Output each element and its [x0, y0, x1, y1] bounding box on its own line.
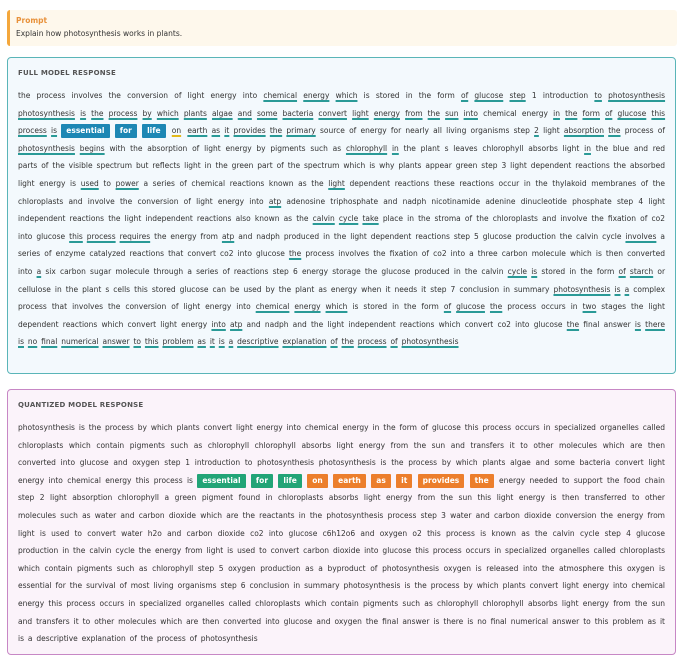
- underlined-token: descriptive: [237, 337, 279, 347]
- underlined-token: of: [460, 91, 469, 100]
- underlined-token: atp: [221, 231, 235, 241]
- underlined-token: is: [614, 284, 621, 294]
- underlined-token: earth: [187, 126, 208, 136]
- underlined-token: in: [553, 108, 560, 118]
- underlined-token: which: [156, 108, 179, 118]
- underlined-token: into: [211, 319, 226, 329]
- underlined-token: a: [624, 284, 630, 294]
- prompt-box: [7, 10, 677, 46]
- underlined-token: involves: [625, 231, 657, 241]
- underlined-token: of: [618, 266, 626, 276]
- underlined-token: light: [352, 108, 369, 118]
- underlined-token: primary: [286, 126, 316, 136]
- underlined-token: photosynthesis: [18, 108, 75, 118]
- underlined-token: process: [86, 231, 116, 241]
- underlined-token: bacteria: [282, 108, 314, 118]
- underlined-token: in: [584, 143, 591, 153]
- underlined-token: of: [390, 337, 398, 347]
- underlined-token: provides: [233, 126, 266, 136]
- underlined-token: the: [489, 302, 503, 312]
- token-highlight-blue: life: [142, 124, 166, 138]
- text-run: is stored in the form: [352, 302, 439, 312]
- text-run: light: [543, 126, 560, 136]
- underlined-token: the: [341, 337, 354, 347]
- underlined-token: calvin: [312, 214, 335, 224]
- underlined-token: in: [391, 143, 399, 153]
- text-run: place in the stroma of the chloroplasts and involve the fixation of co2 into glucose: [18, 214, 665, 241]
- text-run: process involves the fixation of co2 into a three carbon molecule which is then converted into: [18, 249, 665, 276]
- underlined-token: the: [269, 126, 283, 136]
- underlined-token: atp: [268, 196, 282, 206]
- underlined-token: into: [463, 108, 478, 118]
- full-response-title: FULL MODEL RESPONSE: [18, 69, 117, 77]
- quantized-response-text: [18, 419, 665, 648]
- underlined-token: cycle: [507, 266, 528, 276]
- text-run: and nadph produced in the light dependent reactions step 5 glucose production the calvin cycle: [238, 231, 622, 241]
- text-run: stages the light dependent reactions which convert light energy: [18, 302, 665, 329]
- text-run: adenosine triphosphate and nadph nicotinamide adenine dinucleotide phosphate step 4 light independent reactions the light independent reactions also known as the: [18, 196, 665, 224]
- text-run: chemical energy: [483, 108, 548, 118]
- underlined-token: photosynthesis: [18, 143, 75, 153]
- text-run: the blue and red parts of the visible spectrum but reflects light in the green part of the spectrum which is why plants appear green step 3 light dependent reactions the absorbed light energy is: [18, 143, 666, 188]
- underlined-token: is: [531, 266, 538, 276]
- underlined-token: of: [330, 337, 338, 347]
- underlined-token: power: [115, 178, 139, 188]
- token-highlight-green: for: [251, 474, 273, 488]
- token-highlight-orange: as: [371, 474, 391, 488]
- prompt-text: Explain how photosynthesis works in plants.: [16, 29, 183, 38]
- underlined-token: cycle: [338, 214, 359, 224]
- underlined-token: this: [651, 108, 666, 118]
- token-highlight-orange: on: [307, 474, 328, 488]
- underlined-token: energy: [303, 91, 330, 100]
- underlined-token: energy: [373, 108, 400, 118]
- text-run: complex process that involves the conversion of light energy into: [18, 284, 666, 312]
- underlined-token: no: [27, 337, 38, 347]
- text-run: with the absorption of light energy by pigments such as: [109, 143, 342, 153]
- underlined-token: photosynthesis: [553, 284, 611, 294]
- underlined-token: take: [362, 214, 379, 224]
- underlined-token: starch: [629, 266, 654, 276]
- text-run: or cellulose in the plant s cells this stored glucose can be used by the plant as energy when it needs it step 7 conclusion in summary: [18, 266, 666, 294]
- underlined-token: used: [80, 178, 99, 188]
- underlined-token: sun: [445, 108, 459, 118]
- underlined-token: which: [335, 91, 358, 100]
- underlined-token: by: [142, 108, 152, 118]
- underlined-token: this: [69, 231, 83, 241]
- text-run: the process involves the conversion of light energy into: [18, 91, 258, 100]
- underlined-token: the: [608, 126, 621, 136]
- token-highlight-orange: provides: [418, 474, 465, 488]
- text-run: and nadph and the light independent reactions which convert co2 into glucose: [246, 319, 563, 329]
- text-run: process of: [624, 126, 665, 136]
- token-highlight-orange: the: [470, 474, 494, 488]
- underlined-token: process: [18, 126, 47, 136]
- token-highlight-blue: for: [115, 124, 137, 138]
- underlined-token: absorption: [563, 126, 604, 136]
- underlined-token: some: [256, 108, 278, 118]
- underlined-token: chlorophyll: [345, 143, 388, 153]
- underlined-token: the: [288, 249, 302, 259]
- underlined-token: to: [133, 337, 141, 347]
- underlined-token: energy: [294, 302, 321, 312]
- token-highlight-orange: earth: [333, 474, 366, 488]
- underlined-token: a: [228, 337, 234, 347]
- underlined-token: of: [605, 108, 613, 118]
- text-run: is stored in the form: [363, 91, 455, 100]
- underlined-token: numerical: [61, 337, 99, 347]
- text-run: 1 introduction: [531, 91, 589, 100]
- underlined-token: glucose: [474, 91, 504, 100]
- underlined-token: two: [582, 302, 597, 312]
- underlined-token: to: [594, 91, 602, 100]
- underlined-token: 2: [534, 126, 539, 136]
- text-run: to: [103, 178, 111, 188]
- underlined-token: the: [427, 108, 440, 118]
- underlined-token: of: [443, 302, 452, 312]
- token-highlight-yellow: on: [171, 126, 182, 136]
- text-run: six carbon sugar molecule through a series of reactions step 6 energy storage the glucose produced in the calvin: [45, 266, 504, 276]
- quantized-response-title: QUANTIZED MODEL RESPONSE: [18, 401, 144, 409]
- underlined-token: as: [211, 126, 221, 136]
- underlined-token: process: [108, 108, 138, 118]
- token-highlight-orange: it: [396, 474, 412, 488]
- prompt-title: Prompt: [16, 16, 48, 25]
- underlined-token: glucose: [617, 108, 647, 118]
- text-run: stored in the form: [541, 266, 615, 276]
- text-run: a series of enzyme catalyzed reactions that convert co2 into glucose: [18, 231, 665, 259]
- underlined-token: as: [197, 337, 206, 347]
- quantized-response-panel: [7, 389, 676, 655]
- underlined-token: and: [237, 108, 252, 118]
- underlined-token: form: [582, 108, 600, 118]
- text-run: final answer: [583, 319, 631, 329]
- text-run: process occurs in: [507, 302, 578, 312]
- text-run: source of energy for nearly all living organisms step: [319, 126, 530, 136]
- underlined-token: atp: [230, 319, 243, 329]
- underlined-token: requires: [119, 231, 151, 241]
- underlined-token: the: [565, 108, 578, 118]
- underlined-token: process: [357, 337, 387, 347]
- text-run: dependent reactions these reactions occur in the thylakoid membranes of the chloroplasts and involve the conversion of light energy into: [18, 178, 666, 206]
- underlined-token: it: [224, 126, 230, 136]
- underlined-token: is: [80, 108, 87, 118]
- underlined-token: convert: [318, 108, 347, 118]
- underlined-token: is: [18, 337, 24, 347]
- underlined-token: algae: [211, 108, 233, 118]
- full-response-panel: [7, 57, 676, 374]
- underlined-token: from: [405, 108, 423, 118]
- underlined-token: there: [645, 319, 665, 329]
- underlined-token: this: [144, 337, 159, 347]
- underlined-token: a: [36, 266, 42, 276]
- text-run: photosynthesis is the process by which plants convert light energy into chemical energy in the form of glucose this process occurs in specialized organelles called chloroplasts which contain pigments such as chlorophyll chlorophyll absorbs light energy from the sun and transfers it to other molecules which are then converted into glucose and oxygen step 1 introduction to photosynthesis photosynthesis is the process by which plants algae and some bacteria convert light energy into chemical energy this process is: [18, 423, 665, 485]
- text-run: the energy from: [154, 231, 218, 241]
- underlined-token: is: [218, 337, 225, 347]
- underlined-token: chemical: [263, 91, 298, 100]
- underlined-token: photosynthesis: [401, 337, 459, 347]
- underlined-token: which: [325, 302, 348, 312]
- underlined-token: the: [91, 108, 104, 118]
- underlined-token: plants: [183, 108, 207, 118]
- underlined-token: answer: [102, 337, 130, 347]
- underlined-token: explanation: [282, 337, 327, 347]
- token-highlight-green: essential: [197, 474, 245, 488]
- underlined-token: photosynthesis: [608, 91, 666, 100]
- underlined-token: is: [634, 319, 641, 329]
- full-response-text: [18, 87, 665, 351]
- underlined-token: it: [209, 337, 215, 347]
- underlined-token: glucose: [456, 302, 485, 312]
- text-run: energy needed to support the food chain step 2 light absorption chlorophyll a green pigment found in chloroplasts absorbs light energy from the sun this light energy is then transferred to other molecules such as water and carbon dioxide which are the reactants in the photosynthesis process step 3 water and carbon dioxide conversion the energy from light is used to convert water h2o and carbon dioxide co2 into glucose c6h12o6 and oxygen o2 this process is known as the calvin cycle step 4 glucose production in the calvin cycle the energy from light is used to convert carbon dioxide into glucose this process occurs in specialized organelles called chloroplasts which contain pigments such as chlorophyll step 5 oxygen production as a byproduct of photosynthesis oxygen is released into the atmosphere this oxygen is essential for the survival of most living organisms step 6 conclusion in summary photosynthesis is the process by which plants convert light energy into chemical energy this process occurs in specialized organelles called chloroplasts which contain pigments such as chlorophyll chlorophyll absorbs light energy from the sun and transfers it to other molecules which are then converted into glucose and oxygen the final answer is there is no final numerical answer to this problem as it is a descriptive explanation of the process of photosynthesis: [18, 475, 665, 644]
- text-run: a series of chemical reactions known as the: [143, 178, 324, 188]
- token-highlight-green: life: [278, 474, 302, 488]
- underlined-token: final: [41, 337, 58, 347]
- underlined-token: is: [51, 126, 58, 136]
- underlined-token: light: [328, 178, 345, 188]
- underlined-token: begins: [79, 143, 105, 153]
- underlined-token: step: [509, 91, 526, 100]
- underlined-token: the: [566, 319, 580, 329]
- token-highlight-blue: essential: [61, 124, 109, 138]
- text-run: the plant s leaves chlorophyll absorbs light: [403, 143, 580, 153]
- underlined-token: chemical: [255, 302, 290, 312]
- underlined-token: problem: [162, 337, 194, 347]
